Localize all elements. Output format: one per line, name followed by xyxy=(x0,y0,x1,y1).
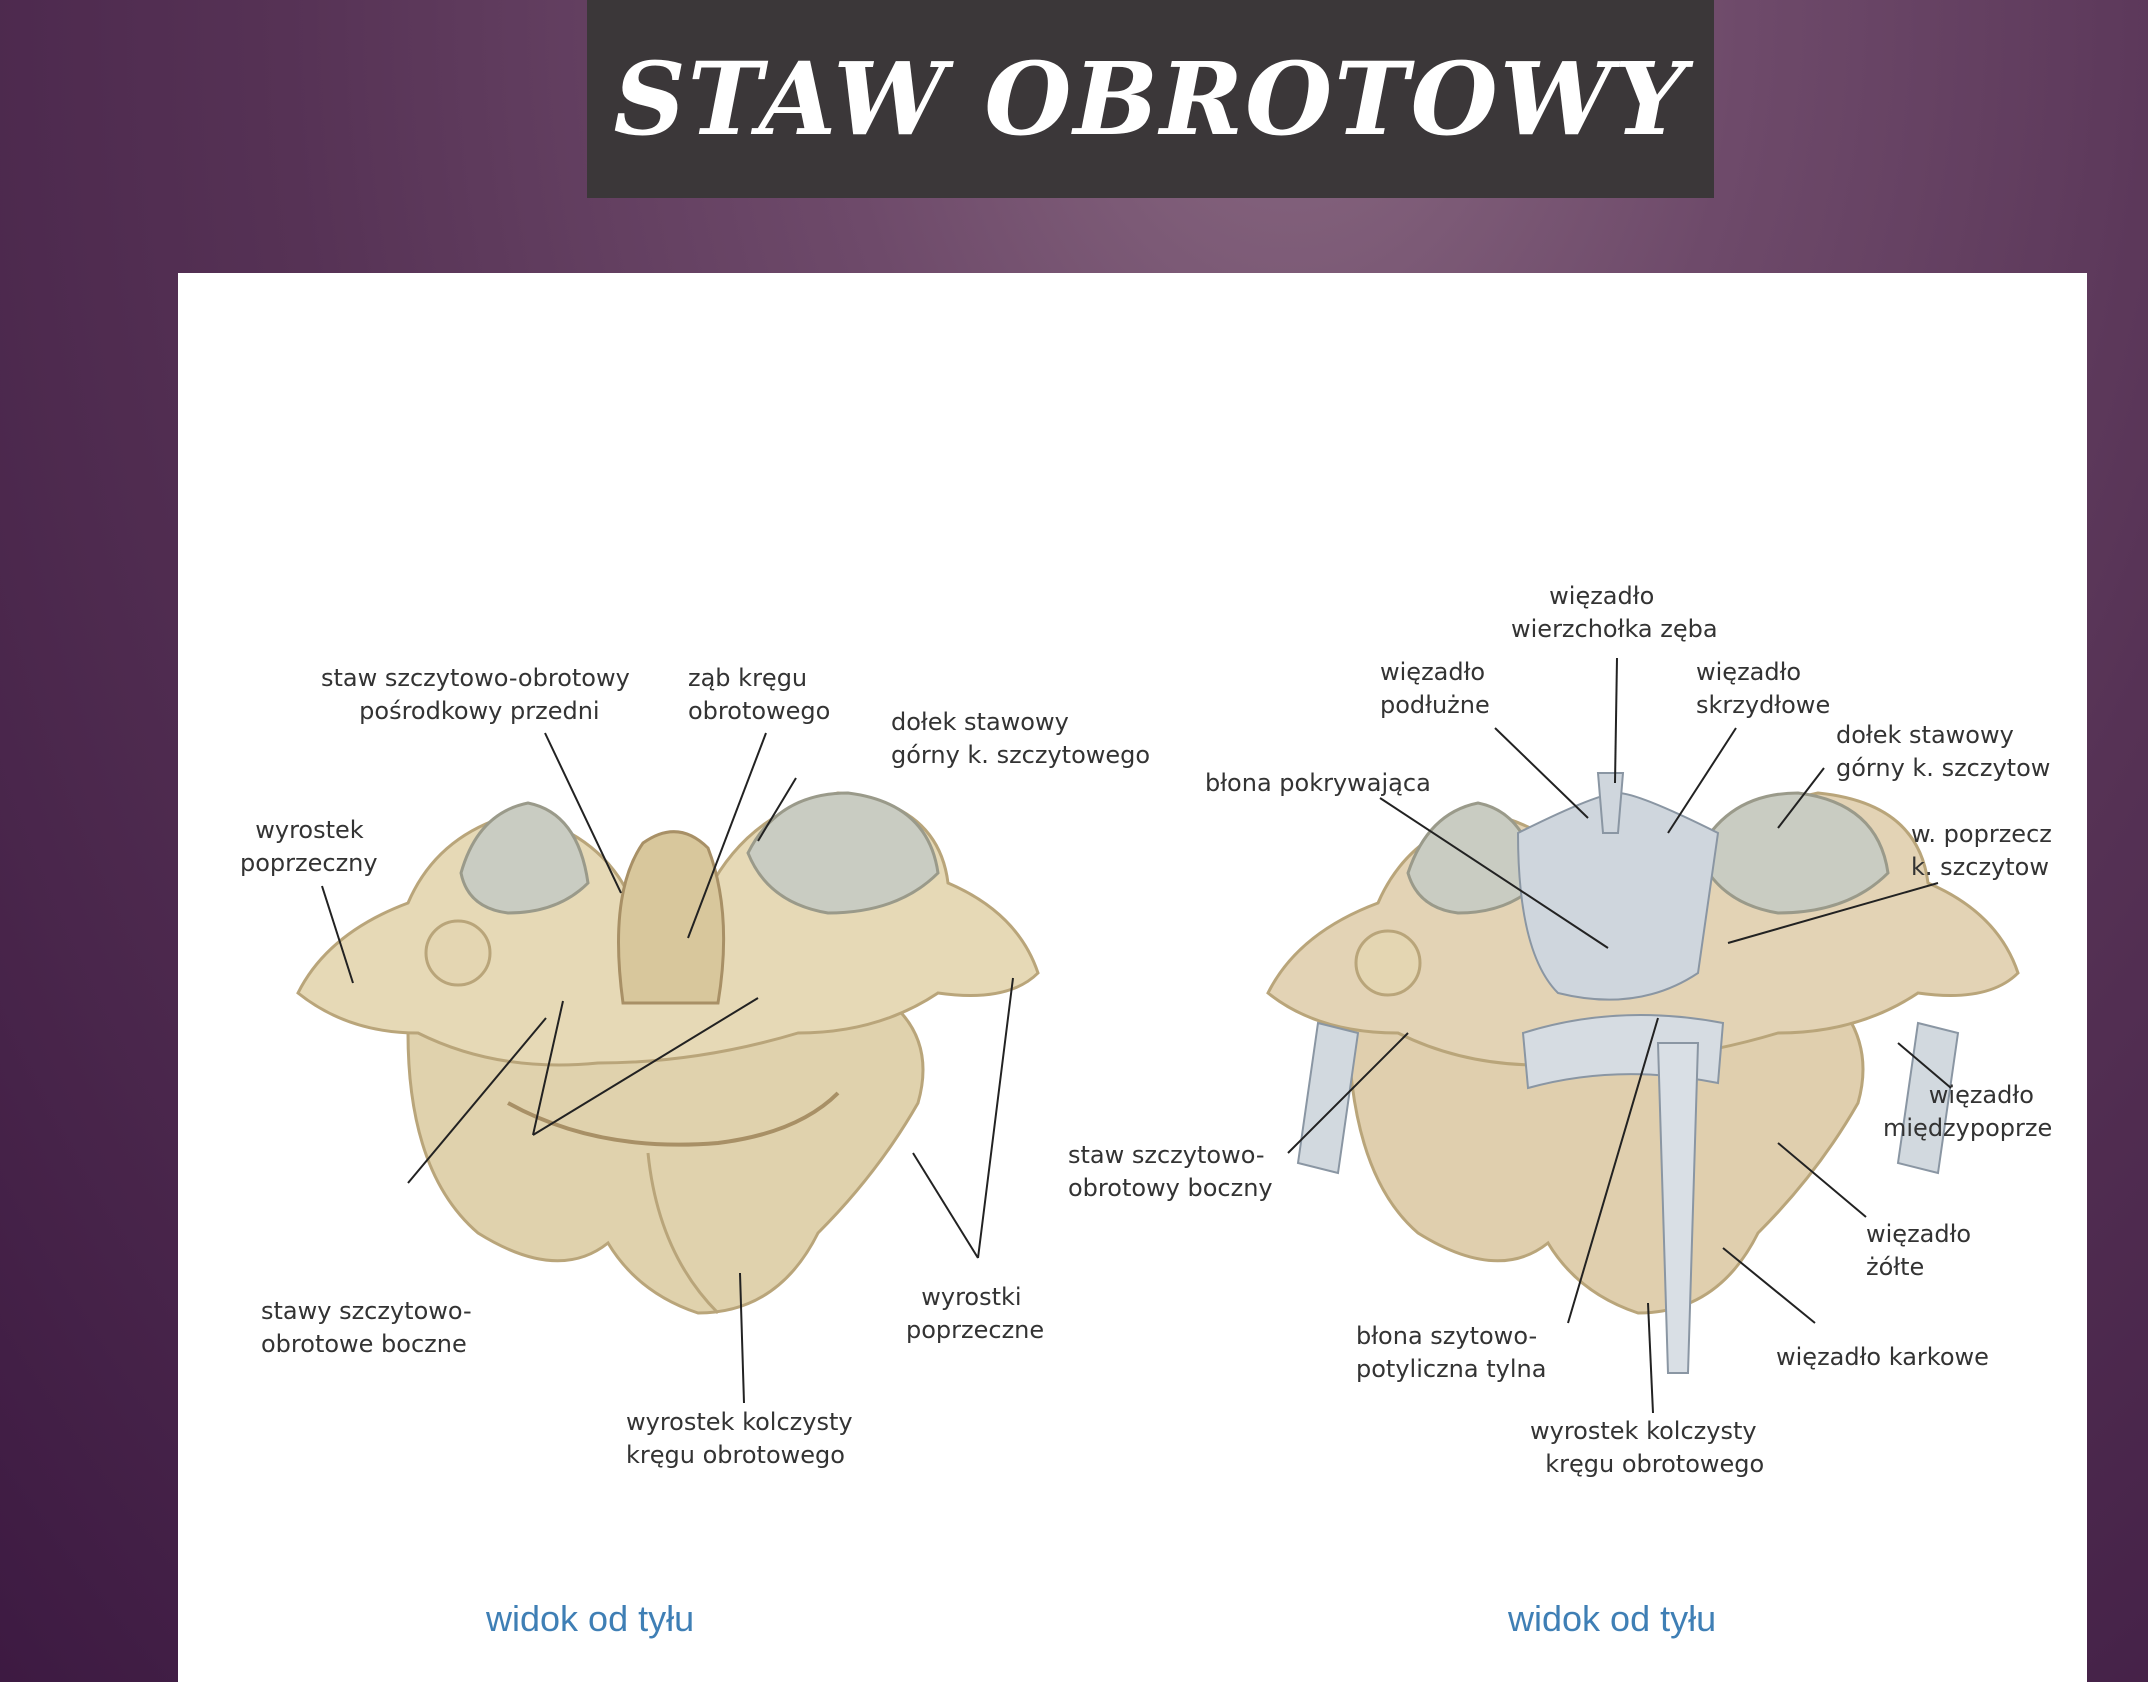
label-wyrostek-kolczysty-right: wyrostek kolczysty kręgu obrotowego xyxy=(1530,1417,1765,1478)
label-dolek-stawowy-right: dołek stawowy górny k. szczytow xyxy=(1836,721,2051,782)
label-wiezadlo-karkowe: więzadło karkowe xyxy=(1776,1343,1989,1371)
label-wyrostek-poprzeczny: wyrostek poprzeczny xyxy=(240,816,378,877)
label-wyrostek-kolczysty-left: wyrostek kolczysty kręgu obrotowego xyxy=(626,1408,853,1469)
caption-left: widok od tyłu xyxy=(486,1598,695,1639)
label-blona-tylna: błona szytowo- potyliczna tylna xyxy=(1356,1322,1547,1383)
label-wiezadlo-miedzypoprzeczne: więzadło międzypoprze xyxy=(1883,1081,2053,1142)
title-bar xyxy=(587,0,1714,198)
slide-title: STAW OBROTOWY xyxy=(613,40,1688,158)
label-wiezadlo-wierzcholka: więzadło wierzchołka zęba xyxy=(1511,582,1718,643)
label-w-poprzeczne: w. poprzecz k. szczytow xyxy=(1911,820,2052,881)
anatomy-illustrations xyxy=(178,273,2087,1682)
figure-panel xyxy=(178,273,2087,1682)
caption-right: widok od tyłu xyxy=(1508,1598,1717,1639)
label-staw-boczny: staw szczytowo- obrotowy boczny xyxy=(1068,1141,1273,1202)
label-wiezadlo-podluzne: więzadło podłużne xyxy=(1380,658,1490,719)
label-wyrostki-poprzeczne: wyrostki poprzeczne xyxy=(906,1283,1045,1344)
label-blona-pokrywajaca: błona pokrywająca xyxy=(1205,769,1431,797)
label-wiezadlo-skrzydlowe: więzadło skrzydłowe xyxy=(1696,658,1831,719)
label-zab-kregu: ząb kręgu obrotowego xyxy=(688,664,831,725)
label-staw-posrodkowy: staw szczytowo-obrotowy pośrodkowy przedni xyxy=(321,664,630,725)
label-stawy-boczne: stawy szczytowo- obrotowe boczne xyxy=(261,1297,472,1358)
label-dolek-stawowy: dołek stawowy górny k. szczytowego xyxy=(891,708,1151,769)
label-wiezadlo-zolte: więzadło żółte xyxy=(1866,1220,1972,1281)
